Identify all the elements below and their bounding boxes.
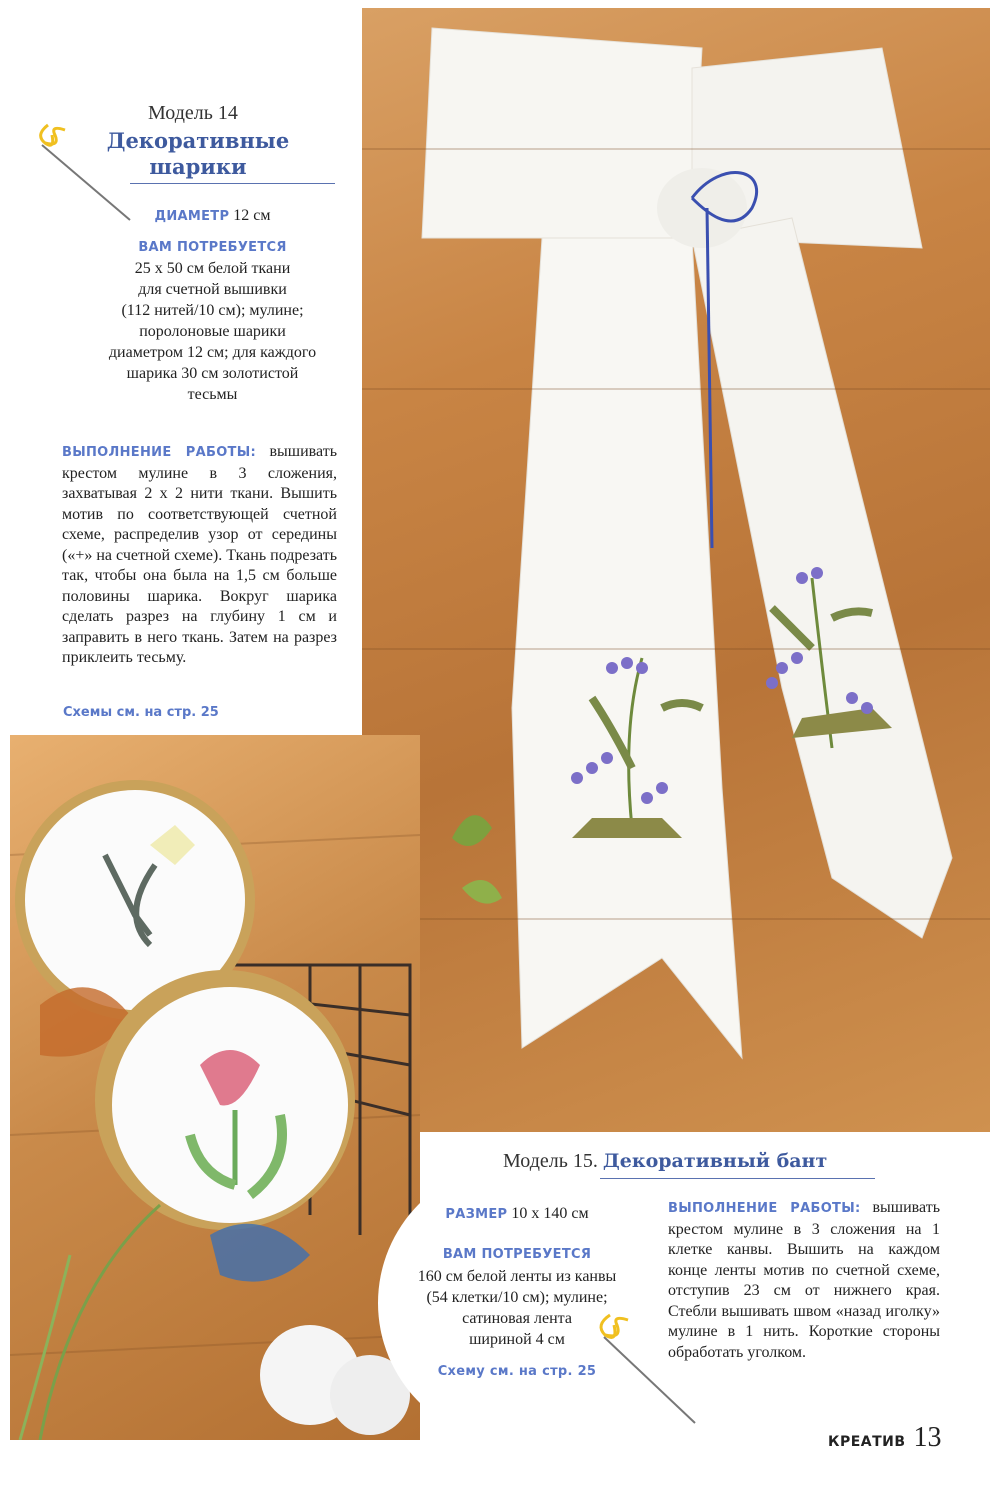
bow-illustration (362, 8, 990, 1132)
bow-photo (362, 8, 990, 1132)
model-15-heading: Модель 15. Декоративный бант (503, 1150, 828, 1172)
model-14-title: Декоративные шарики (106, 128, 290, 179)
magazine-name: КРЕАТИВ (828, 1434, 906, 1450)
materials-heading: ВАМ ПОТРЕБУЕТСЯ (442, 1247, 592, 1262)
diameter-spec: ДИАМЕТР 12 см (154, 207, 271, 224)
title-divider (600, 1178, 875, 1179)
scheme-reference: Схему см. на стр. 25 (437, 1364, 597, 1379)
materials-list: 160 см белой ленты из канвы (54 клетки/10 см); мулине; сатиновая лента шириной 4 см (417, 1268, 617, 1348)
instructions-text: ВЫПОЛНЕНИЕ РАБОТЫ: вышивать крестом мулине в 3 сложения, захватывая 2 х 2 нити ткани. Вышить мотив по соответствующей счетной схеме, распределив узор от середины («+» на счетной схеме). Ткань подрезать так, чтобы она была на 1,5 см больше половины шарика. Вокруг шарика сделать разрез на глубину 1 см и заправить в него ткань. Затем на разрез приклеить тесьму. (62, 443, 337, 666)
materials-list: 25 х 50 см белой ткани для счетной вышивки (112 нитей/10 см); мулине; поролоновые шарики диаметром 12 см; для каждого шарика 30 см золотистой тесьмы (108, 260, 317, 403)
materials-heading: ВАМ ПОТРЕБУЕТСЯ (138, 240, 287, 255)
size-spec: РАЗМЕР 10 х 140 см (445, 1205, 589, 1222)
instructions-text: ВЫПОЛНЕНИЕ РАБОТЫ: вышивать крестом мулине в 3 сложения на 1 клетке канвы. Вышить на каждом конце ленты мотив по счетной схеме, отступив 23 см от нижнего края. Стебли вышивать швом «назад иголку» мулине в 1 нить. Короткие стороны обработать уголком. (668, 1199, 940, 1361)
page-number: 13 (913, 1422, 942, 1453)
balls-photo (10, 735, 420, 1440)
model-14-label: Модель 14 (148, 102, 238, 124)
page-footer (828, 1422, 942, 1454)
balls-illustration (10, 735, 420, 1440)
title-divider (130, 183, 335, 184)
scheme-reference: Схемы см. на стр. 25 (63, 705, 219, 720)
